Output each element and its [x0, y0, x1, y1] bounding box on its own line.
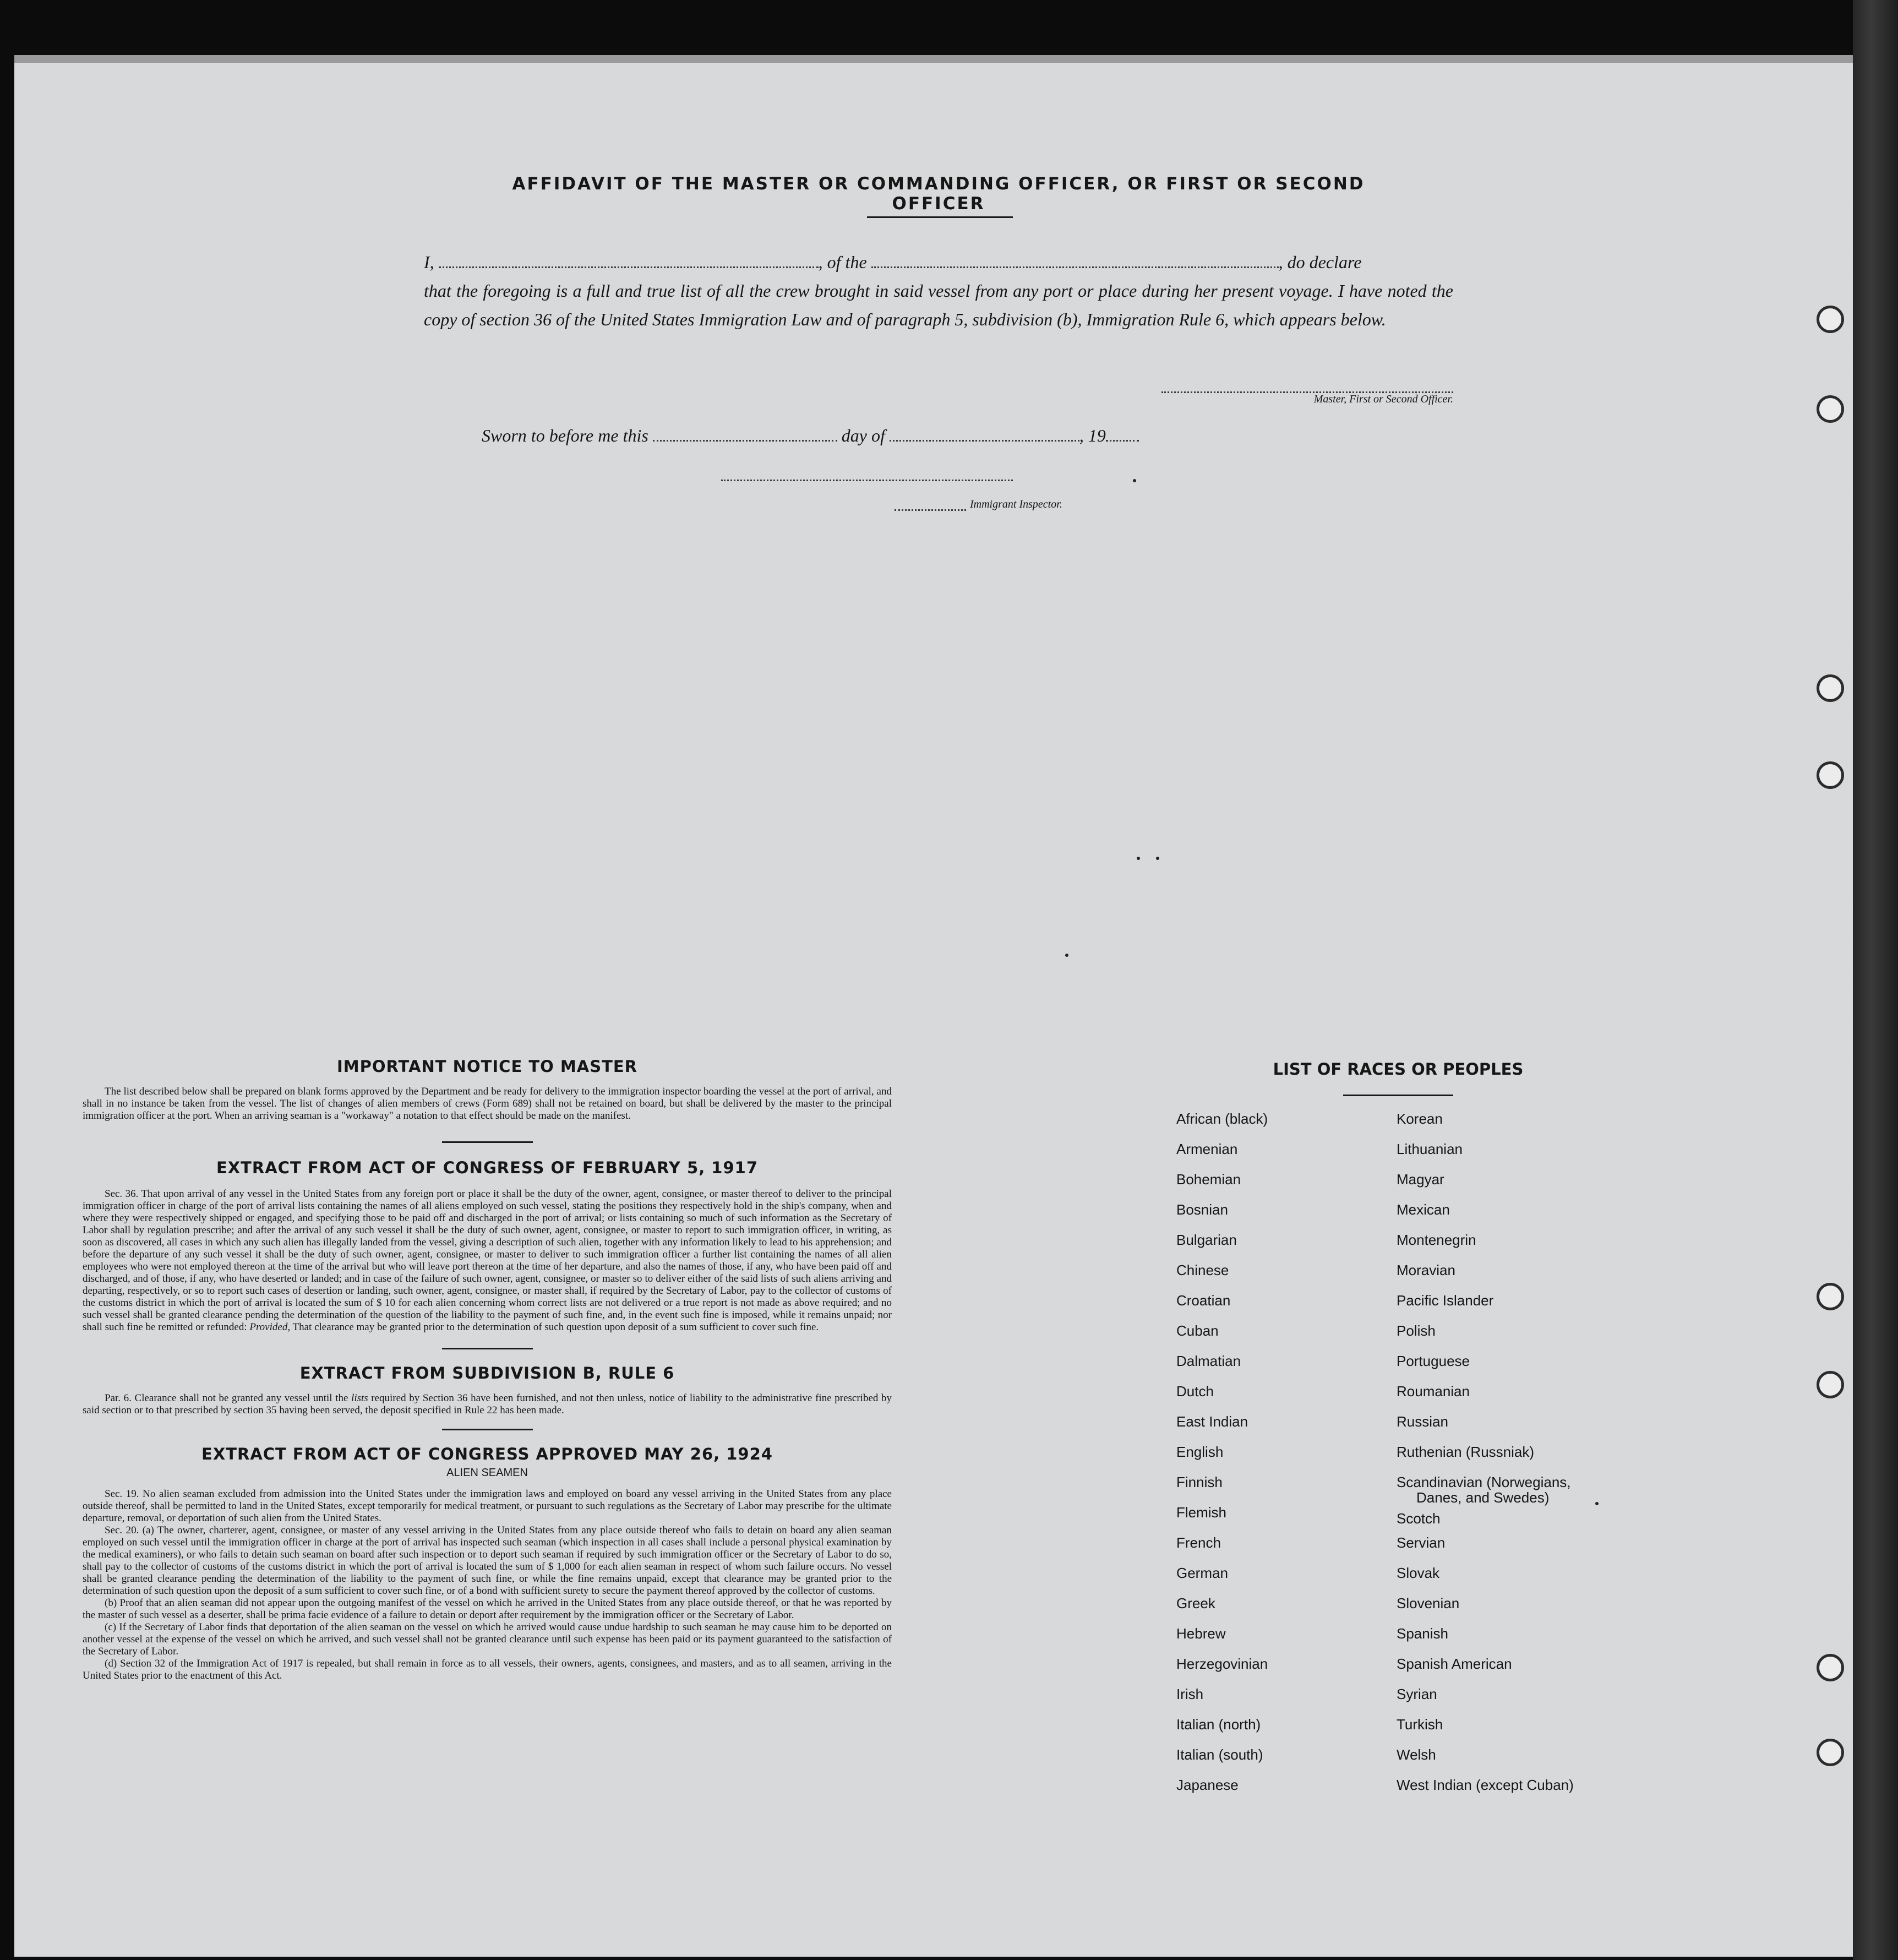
race-item-scandinavian: [1397, 1474, 1574, 1511]
sec20d-text: (d) Section 32 of the Immigration Act of 1917 is repealed, but shall remain in force as to all vessels, their owners, agents, consignees, and masters, and as to all seamen, arriving in the United States prior to the enactment of this Act.: [83, 1658, 892, 1681]
section-divider: [442, 1429, 533, 1430]
race-item: Herzegovinian: [1176, 1656, 1268, 1672]
races-title: LIST OF RACES OR PEOPLES: [1273, 1060, 1524, 1079]
race-item: Russian: [1397, 1413, 1448, 1430]
binder-edge: [1853, 0, 1898, 1960]
signature-caption: Master, First or Second Officer.: [1313, 393, 1453, 405]
race-item: Syrian: [1397, 1686, 1437, 1702]
rule6-start: Par. 6. Clearance shall not be granted any vessel until the: [105, 1392, 348, 1404]
extract-1917-text: [83, 1188, 892, 1333]
race-item: Welsh: [1397, 1746, 1436, 1763]
race-item: Polish: [1397, 1322, 1436, 1339]
race-item: Bulgarian: [1176, 1232, 1237, 1248]
binder-hole: [1817, 1654, 1844, 1681]
scan-speck: [1133, 479, 1136, 482]
declaration: [424, 248, 1453, 334]
year-field[interactable]: [1106, 426, 1139, 442]
races-divider: [1343, 1095, 1453, 1096]
scan-speck: [1595, 1502, 1599, 1505]
race-item: Hebrew: [1176, 1625, 1226, 1642]
day-field[interactable]: [653, 426, 837, 442]
race-item: Japanese: [1176, 1777, 1239, 1793]
extract-1917-end: That clearance may be granted prior to the determination of such question upon deposit of a sum sufficient to cover such fine.: [292, 1321, 819, 1333]
race-item: Montenegrin: [1397, 1232, 1476, 1248]
race-item: Flemish: [1176, 1504, 1227, 1521]
race-item: East Indian: [1176, 1413, 1248, 1430]
title-divider: [867, 216, 1013, 218]
binder-hole: [1817, 674, 1844, 702]
race-item: Croatian: [1176, 1292, 1231, 1309]
race-line-1: Scandinavian (Norwegians,: [1397, 1474, 1571, 1490]
race-item: African (black): [1176, 1110, 1268, 1127]
sec19-text: Sec. 19. No alien seaman excluded from admission into the United States under the immigration laws and employed on board any vessel arriving in the United States from any place outside thereof, shall be permitted to land in the United States, except temporarily for medical treatment, or pursuant to such regulations as the Secretary of Labor may prescribe for the ultimate departure, removal, or deportation of such alien from the United States.: [83, 1488, 892, 1524]
race-item: Chinese: [1176, 1262, 1229, 1278]
scan-speck: [1065, 954, 1068, 957]
race-item: Scotch: [1397, 1510, 1441, 1527]
race-item: Pacific Islander: [1397, 1292, 1494, 1309]
race-item: Moravian: [1397, 1262, 1455, 1278]
race-item: Turkish: [1397, 1716, 1443, 1733]
race-item: English: [1176, 1444, 1224, 1460]
affidavit-title: AFFIDAVIT OF THE MASTER OR COMMANDING OFFICER, OR FIRST OR SECOND OFFICER: [512, 174, 1365, 214]
race-item: Cuban: [1176, 1322, 1219, 1339]
day-of-label: day of: [841, 426, 885, 445]
race-item: Roumanian: [1397, 1383, 1470, 1400]
races-column-1: [1176, 1111, 1268, 1807]
race-item: West Indian (except Cuban): [1397, 1777, 1574, 1793]
name-field[interactable]: [439, 252, 819, 268]
race-item: Servian: [1397, 1534, 1446, 1551]
alien-seamen-subtitle: ALIEN SEAMEN: [446, 1467, 528, 1479]
binder-hole: [1817, 1371, 1844, 1398]
race-item: Magyar: [1397, 1171, 1444, 1188]
race-item: Mexican: [1397, 1201, 1450, 1218]
extract-1917-main: Sec. 36. That upon arrival of any vessel in the United States from any foreign port or place it shall be the duty of the owner, agent, consignee, or master thereof to deliver to the principal immigration officer in charge of the port of arrival lists containing the names of all aliens employed on such vessel, stating the positions they respectively hold in the ship's company, when and where they were respectively shipped or engaged, and specifying those to be paid off and discharged in the port of arrival; or lists containing so much of such information as the Secretary of Labor shall by regulation prescribe; and after the arrival of any such vessel it shall be the duty of such owner, agent, consignee, or master to report to such immigration officer, in writing, as soon as discovered, all cases in which any such alien has illegally landed from the vessel, giving a description of such alien, together with any information likely to lead to his apprehension; and before the departure of any such vessel it shall be the duty of such owner, agent, consignee, or master to deliver to such immigration officer a further list containing the names of all alien employees who were not employed thereon at the time of the arrival but who will leave port thereon at the time of her departure, and also the names of those, if any, who have been paid off and discharged, and of those, if any, who have deserted or landed; and in case of the failure of such owner, agent, consignee, or master so to deliver either of the said lists of such aliens arriving and departing, respectively, or so to report such cases of desertion or landing, such owner, agent, consignee, or master shall, if required by the Secretary of Labor, pay to the collector of customs of the customs district in which the port of arrival is located the sum of $ 10 for each alien concerning whom correct lists are not delivered or a true report is not made as above required; and no such vessel shall be granted clearance pending the determination of the question of the liability to the payment of such fine, and, in the event such fine is imposed, while it remains unpaid; nor shall such fine be remitted or refunded:: [83, 1188, 892, 1333]
race-item: Bosnian: [1176, 1201, 1228, 1218]
i-label: I,: [424, 252, 434, 272]
race-item: Spanish American: [1397, 1656, 1512, 1672]
binder-hole: [1817, 306, 1844, 333]
races-column-2: [1397, 1111, 1574, 1807]
month-field[interactable]: [890, 426, 1079, 442]
race-item: Bohemian: [1176, 1171, 1241, 1188]
section-divider: [442, 1141, 533, 1143]
vessel-field[interactable]: [871, 252, 1279, 268]
inspector-caption-leader: [895, 508, 966, 511]
extract-1917-title: EXTRACT FROM ACT OF CONGRESS OF FEBRUARY 5, 1917: [216, 1158, 759, 1177]
sworn-label: Sworn to before me this: [482, 426, 648, 445]
scan-speck: [1137, 857, 1140, 860]
race-item: Finnish: [1176, 1474, 1223, 1490]
race-item: French: [1176, 1534, 1221, 1551]
race-item: Korean: [1397, 1110, 1443, 1127]
race-item: German: [1176, 1565, 1228, 1581]
race-item: Armenian: [1176, 1141, 1238, 1157]
race-item: Irish: [1176, 1686, 1204, 1702]
section-divider: [442, 1348, 533, 1349]
proviso-word: Provided,: [249, 1321, 291, 1333]
of-the-label: , of the: [818, 252, 867, 272]
binder-hole: [1817, 761, 1844, 789]
race-line-2: Danes, and Swedes): [1416, 1489, 1550, 1506]
binder-hole: [1817, 1283, 1844, 1310]
sec20c-text: (c) If the Secretary of Labor finds that deportation of the alien seaman on the vessel on which he arrived would cause undue hardship to such seaman he may cause him to be deported on another vessel at the expense of the vessel on which he arrived, and such vessel shall not be granted clearance until such expense has been paid or its payment guaranteed to the satisfaction of the Secretary of Labor.: [83, 1621, 892, 1657]
rule6-end: required by Section 36 have been furnished, and not then unless, notice of liability to the administrative fine prescribed by said section or to that prescribed by section 35 having been served, the deposit specified in Rule 22 has been made.: [83, 1392, 892, 1416]
race-item: Slovenian: [1397, 1595, 1460, 1611]
sec20a-text: Sec. 20. (a) The owner, charterer, agent, consignee, or master of any vessel arriving in the United States from any place outside thereof who fails to detain on board any alien seaman employed on such vessel until the immigration officer in charge at the port of arrival has inspected such seaman (which inspection in all cases shall include a personal physical examination by the medical examiners), or who fails to detain such seaman on board after such inspection or to deport such seaman if required by such immigration officer or the Secretary of Labor to do so, shall pay to the collector of customs of the customs district in which the port of arrival is located the sum of $ 1,000 for each alien seaman in respect of whom such failure occurs. No vessel shall be granted clearance pending the determination of the liability to the payment of such fine, or while the fine remains unpaid, except that clearance may be granted prior to the determination of such question upon the deposit of a sum sufficient to cover such fine, or of a bond with sufficient surety to secure the payment thereof approved by the collector of customs.: [83, 1525, 892, 1597]
extract-rule6-text: [83, 1392, 892, 1417]
scan-speck: [1156, 857, 1159, 860]
sec20b-text: (b) Proof that an alien seaman did not appear upon the outgoing manifest of the vessel on which he arrived in the United States from any place outside thereof, or that he was reported by the master of such vessel as a deserter, shall be prima facie evidence of a failure to detain or deport after requirement by the immigration officer or the Secretary of Labor.: [83, 1597, 892, 1621]
race-item: Portuguese: [1397, 1353, 1470, 1369]
year-label: , 19: [1079, 426, 1106, 445]
lists-word: lists: [351, 1392, 368, 1404]
race-item: Greek: [1176, 1595, 1215, 1611]
extract-rule6-title: EXTRACT FROM SUBDIVISION B, RULE 6: [299, 1364, 675, 1382]
inspector-caption: Immigrant Inspector.: [970, 498, 1062, 510]
race-item: Dalmatian: [1176, 1353, 1241, 1369]
race-item: Slovak: [1397, 1565, 1440, 1581]
race-item: Spanish: [1397, 1625, 1448, 1642]
do-declare-label: , do declare: [1278, 252, 1362, 272]
binder-hole: [1817, 1739, 1844, 1766]
race-item: Italian (north): [1176, 1716, 1261, 1733]
sworn-line: [482, 421, 1139, 450]
notice-text: The list described below shall be prepared on blank forms approved by the Department and be ready for delivery to the immigration inspector boarding the vessel at the port of arrival, and shall in no instance be taken from the vessel. The list of changes of alien members of crews (Form 689) shall not be retained on board, but shall be delivered by the master to the principal immigration officer at the port. When an arriving seaman is a "workaway" a notation to that effect should be made on the manifest.: [83, 1086, 892, 1121]
legal-text-column: [83, 1057, 892, 1682]
extract-1924-title: EXTRACT FROM ACT OF CONGRESS APPROVED MAY 26, 1924: [201, 1445, 773, 1463]
declaration-body: that the foregoing is a full and true list of all the crew brought in said vessel from any port or place during her present voyage. I have noted the copy of section 36 of the United States Immigration Law and of paragraph 5, subdivision (b), Immigration Rule 6, which appears below.: [424, 281, 1453, 329]
inspector-signature-line[interactable]: [721, 478, 1013, 481]
race-item: Dutch: [1176, 1383, 1214, 1400]
race-item: Lithuanian: [1397, 1141, 1463, 1157]
race-item: Ruthenian (Russniak): [1397, 1444, 1535, 1460]
binder-hole: [1817, 395, 1844, 423]
notice-title: IMPORTANT NOTICE TO MASTER: [336, 1057, 638, 1076]
race-item: Italian (south): [1176, 1746, 1263, 1763]
